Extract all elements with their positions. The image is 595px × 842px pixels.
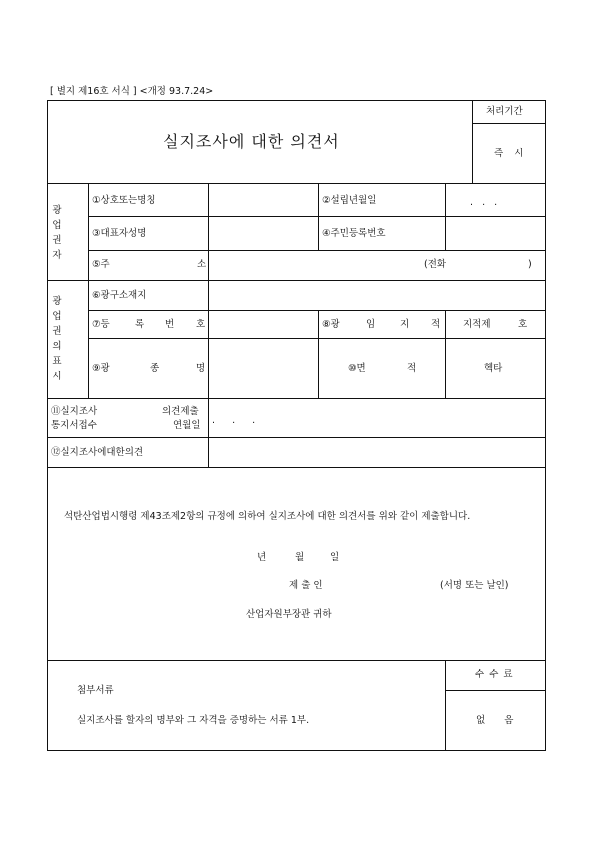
registration-no-label: 번 <box>165 319 175 330</box>
notice-label: ⑪실지조사 <box>51 406 98 417</box>
mine-area-label: 지 <box>400 319 410 330</box>
mining-right-group-label: 광 업 권 의 표 시 <box>52 296 62 382</box>
cadastral-label: 호 <box>518 319 528 330</box>
divider <box>88 250 546 251</box>
attachments-title: 첨부서류 <box>77 685 114 696</box>
fee-label: 수 수 료 <box>475 669 514 680</box>
registration-no-label: 호 <box>196 319 206 330</box>
divider <box>445 660 446 751</box>
divider <box>47 280 546 281</box>
divider <box>318 310 319 398</box>
registration-no-label: 록 <box>135 319 145 330</box>
divider <box>445 690 546 691</box>
mineral-name-label: ⑨광 <box>92 363 110 374</box>
attachments-item: 실지조사를 할자의 명부와 그 자격을 증명하는 서류 1부. <box>77 715 310 726</box>
address-label: ⑤주 <box>92 259 110 270</box>
divider <box>208 183 209 250</box>
area-unit: 헥타 <box>484 363 503 374</box>
mine-location-label: ⑥광구소재지 <box>92 290 147 301</box>
date-month: 월 <box>295 552 305 563</box>
date-year: 년 <box>257 552 267 563</box>
divider <box>88 216 546 217</box>
phone-label: ) <box>528 259 532 270</box>
divider <box>445 310 446 398</box>
phone-label: (전화 <box>424 259 447 270</box>
address-label: 소 <box>197 259 207 270</box>
notice-label: 연월일 <box>173 420 201 431</box>
cadastral-label: 지적제 <box>463 319 491 330</box>
form-title: 실지조사에 대한 의견서 <box>163 132 340 151</box>
divider <box>47 398 546 399</box>
divider <box>47 183 546 184</box>
establishment-date-label: ②설립년월일 <box>322 195 377 206</box>
processing-time-value: 즉 시 <box>494 148 528 159</box>
mineral-name-label: 명 <box>196 363 206 374</box>
date-day: 일 <box>330 552 340 563</box>
size-label: ⑩면 <box>348 363 366 374</box>
divider <box>208 250 209 280</box>
divider <box>208 398 209 467</box>
notice-date-value: . . . <box>212 415 258 426</box>
applicant-group-label: 광 업 권 자 <box>52 205 62 261</box>
company-name-label: ①상호또는명칭 <box>92 195 156 206</box>
notice-label: 통지서접수 <box>51 420 97 431</box>
submitter-label: 제 출 인 <box>289 580 323 591</box>
divider <box>472 100 473 183</box>
opinion-label: ⑫실지조사에대한의견 <box>51 447 144 458</box>
divider <box>318 183 319 250</box>
divider <box>88 310 546 311</box>
mine-area-label: 적 <box>431 319 441 330</box>
signature-note: (서명 또는 날인) <box>440 580 509 591</box>
divider <box>88 338 546 339</box>
statement-text: 석탄산업법시행령 제43조제2항의 규정에 의하여 실지조사에 대한 의견서를 위와 같이 제출합니다. <box>64 511 471 522</box>
mine-area-label: ⑧광 <box>322 319 340 330</box>
divider <box>445 183 446 250</box>
divider <box>88 183 89 398</box>
mineral-name-label: 종 <box>150 363 160 374</box>
divider <box>47 660 546 661</box>
registration-number-label: ④주민등록번호 <box>322 228 386 239</box>
registration-no-label: ⑦등 <box>92 319 110 330</box>
mine-area-label: 임 <box>366 319 376 330</box>
form-reference: [ 별지 제16호 서식 ] <개정 93.7.24> <box>50 86 214 97</box>
representative-name-label: ③대표자성명 <box>92 228 147 239</box>
divider <box>472 123 546 124</box>
divider <box>47 437 546 438</box>
divider <box>208 280 209 398</box>
fee-value: 없 음 <box>476 715 522 726</box>
processing-time-label: 처리기간 <box>486 106 523 117</box>
addressee: 산업자원부장관 귀하 <box>246 609 332 620</box>
size-label: 적 <box>407 363 417 374</box>
divider <box>47 467 546 468</box>
establishment-date-value: . . . <box>470 197 498 208</box>
notice-label: 의견제출 <box>162 406 199 417</box>
